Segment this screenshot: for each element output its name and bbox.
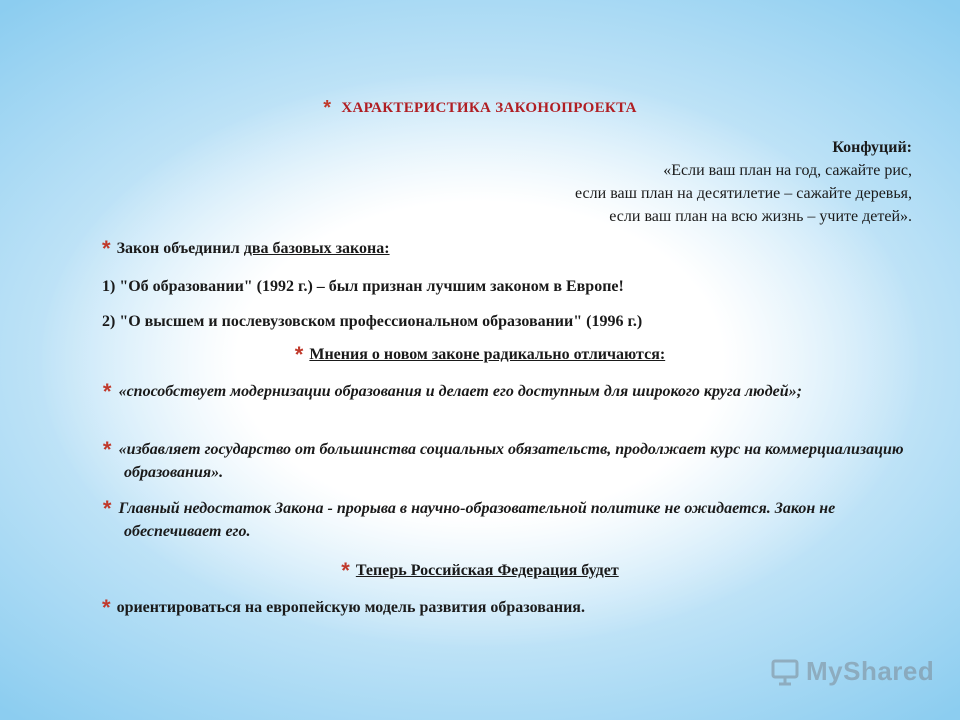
- bullet-icon: *: [102, 236, 111, 261]
- bullet-icon: *: [102, 437, 111, 462]
- bullet-icon: *: [102, 595, 111, 620]
- conclusion-heading: [0, 560, 960, 582]
- law-intro-prefix: Закон объединил: [116, 240, 244, 257]
- opinion-1: [102, 380, 934, 403]
- law-item-1: 1) "Об образовании" (1992 г.) – был признан лучшим законом в Европе!: [102, 278, 624, 295]
- bullet-icon: *: [323, 97, 332, 119]
- opinion-2-text: «избавляет государство от большинства социальных обязательств, продолжает курс на коммерциализацию образования».: [118, 441, 904, 481]
- quote-author: Конфуций:: [832, 139, 912, 156]
- bullet-icon: *: [341, 558, 350, 583]
- presentation-board-icon: [770, 657, 800, 687]
- bullet-icon: *: [102, 496, 111, 521]
- watermark-logo: [770, 656, 934, 687]
- opinion-3: [102, 497, 934, 543]
- law-intro: [102, 238, 390, 260]
- conclusion-text-value: ориентироваться на европейскую модель развития образования.: [116, 599, 585, 616]
- opinion-3-text: Главный недостаток Закона - прорыва в научно-образовательной политике не ожидается. Закон не обеспечивает его.: [118, 500, 836, 540]
- bullet-icon: *: [102, 379, 111, 404]
- title-text: ХАРАКТЕРИСТИКА ЗАКОНОПРОЕКТА: [341, 100, 637, 116]
- quote-line: «Если ваш план на год, сажайте рис,: [663, 162, 912, 179]
- conclusion-text: [102, 597, 585, 619]
- slide-title: [0, 98, 960, 118]
- opinion-1-text: «способствует модернизации образования и делает его доступным для широкого круга людей»;: [118, 383, 802, 400]
- opinions-heading-text: Мнения о новом законе радикально отличаются:: [309, 346, 666, 363]
- bullet-icon: *: [294, 342, 304, 367]
- opinion-2: [102, 438, 934, 484]
- quote-block: [575, 136, 912, 228]
- watermark-text: MyShared: [806, 656, 935, 686]
- quote-line: если ваш план на всю жизнь – учите детей».: [609, 208, 912, 225]
- law-item-2: 2) "О высшем и послевузовском профессиональном образовании" (1996 г.): [102, 313, 643, 330]
- law-intro-link: два базовых закона:: [243, 240, 390, 257]
- opinions-heading: [0, 344, 960, 366]
- quote-line: если ваш план на десятилетие – сажайте деревья,: [575, 185, 912, 202]
- conclusion-heading-text: Теперь Российская Федерация будет: [355, 562, 619, 579]
